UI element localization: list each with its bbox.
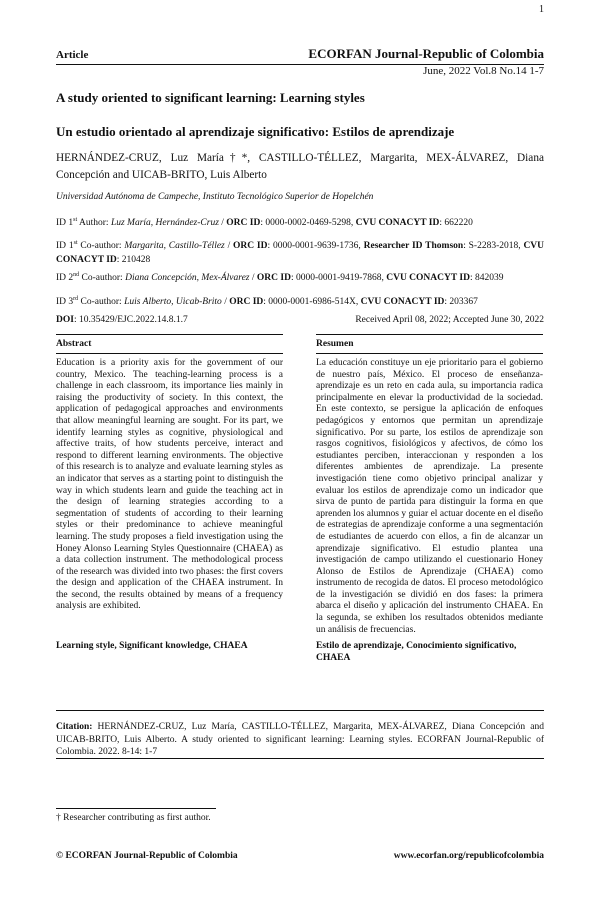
keywords-spanish: Estilo de aprendizaje, Conocimiento significativo, CHAEA [316, 641, 517, 663]
journal-name: ECORFAN Journal-Republic of Colombia [308, 46, 544, 61]
citation-rule-bottom [56, 758, 544, 759]
page-number: 1 [539, 4, 544, 15]
abstract-heading: Abstract [56, 334, 283, 354]
keywords-english: Learning style, Significant knowledge, CHAEA [56, 641, 248, 651]
citation: Citation: HERNÁNDEZ-CRUZ, Luz María, CASTILLO-TÉLLEZ, Margarita, MEX-ÁLVAREZ, Diana Concepción and UICAB-BRITO, Luis Alberto. A study oriented to significant learning: Learning styles. ECORFAN Journal-Republic of Colombia. 2022. 8-14: 1-7 [56, 722, 544, 757]
title-spanish: Un estudio orientado al aprendizaje significativo: Estilos de aprendizaje [56, 124, 455, 139]
author-id-line: ID 1st Author: Luz María, Hernández-Cruz / ORC ID: 0000-0002-0469-5298, CVU CONACYT ID: 662220 [56, 217, 473, 229]
coauthor-id-line: ID 1st Co-author: Margarita, Castillo-Téllez / ORC ID: 0000-0001-9639-1736, Researcher ID Thomson: S-2283-2018, CVU CONACYT ID: 210428 [56, 240, 545, 266]
resumen-text: La educación constituye un eje prioritario para el gobierno de nuestro país, México. El proceso de enseñanza-aprendizaje es un reto en cada aula, su importancia radica principalmente en elevar la productividad de la sociedad. En este contexto, se persigue la aplicación de enfoques pedagógicos y entornos que permitan un aprendizaje significativo. Por su parte, los estilos de aprendizaje son rasgos cognitivos, fisiológicos y afectivos, de cómo los estudiantes perciben, interaccionan y responden a los diferentes ambientes de aprendizaje. La presente investigación tiene como objetivo principal analizar y evaluar los estilos de aprendizaje como un indicador que sirva de punto de partida para distinguir la forma en que aprenden los alumnos y guiar el actuar docente en el diseño de estrategias de aprendizaje conforme a una segmentación de estudiantes de acuerdo con ellos, a fin de alcanzar un aprendizaje significativo. El estudio plantea una investigación de campo utilizando el cuestionario Honey Alonso de Estilos de Aprendizaje (CHAEA) como instrumento de recogida de datos. El proceso metodológico de la investigación se dividió en dos fases: la primera abarca el diseño y aplicación del instrumento CHAEA. En la segunda, se exhiben los resultados obtenidos mediante un análisis de frecuencias. [316, 358, 543, 635]
doi: DOI: 10.35429/EJC.2022.14.8.1.7 [56, 315, 188, 325]
footnote-rule [56, 808, 216, 809]
footer-url[interactable]: www.ecorfan.org/republicofcolombia [393, 851, 544, 861]
footnote: † Researcher contributing as first author. [56, 813, 211, 823]
citation-rule-top [56, 710, 544, 711]
section-label: Article [56, 49, 89, 61]
title-english: A study oriented to significant learning: Learning styles [56, 90, 365, 105]
coauthor-id-line: ID 3rd Co-author: Luis Alberto, Uicab-Brito / ORC ID: 0000-0001-6986-514X, CVU CONACYT ID: 203367 [56, 296, 478, 308]
received-dates: Received April 08, 2022; Accepted June 30, 2022 [355, 315, 544, 325]
footer-copyright: © ECORFAN Journal-Republic of Colombia [56, 851, 238, 861]
institution: Universidad Autónoma de Campeche, Instituto Tecnológico Superior de Hopelchén [56, 192, 374, 202]
author-list: HERNÁNDEZ-CRUZ, Luz María†*, CASTILLO-TÉLLEZ, Margarita, MEX-ÁLVAREZ, Diana Concepción and UICAB-BRITO, Luis Alberto [56, 152, 544, 181]
resumen-heading: Resumen [316, 334, 543, 354]
coauthor-id-line: ID 2nd Co-author: Diana Concepción, Mex-Álvarez / ORC ID: 0000-0001-9419-7868, CVU CONACYT ID: 842039 [56, 272, 504, 284]
issue-info: June, 2022 Vol.8 No.14 1-7 [423, 65, 544, 77]
abstract-text: Education is a priority axis for the government of our country, Mexico. The teaching-learning process is a challenge in each classroom, its importance lies mainly in raising the productivity of society. In this context, the application of pedagogical approaches and environments that allow meaningful learning are sought. For its part, we identify learning styles as cognitive, physiological and affective traits, of how students perceive, interact and respond to different learning environments. The objective of this research is to analyze and evaluate learning styles as an indicator that serves as a starting point to distinguish the way in which students learn and guide the teaching act in the design of learning strategies according to a segmentation of students of according to their learning styles or their predominance to achieve meaningful learning. The study proposes a field investigation using the Honey Alonso Learning Styles Questionnaire (CHAEA) as a data collection instrument. The methodological process of the research was divided into two phases: the first covers the design and application of the CHAEA instrument. In the second, the results obtained by means of a frequency analysis are exhibited. [56, 358, 283, 612]
